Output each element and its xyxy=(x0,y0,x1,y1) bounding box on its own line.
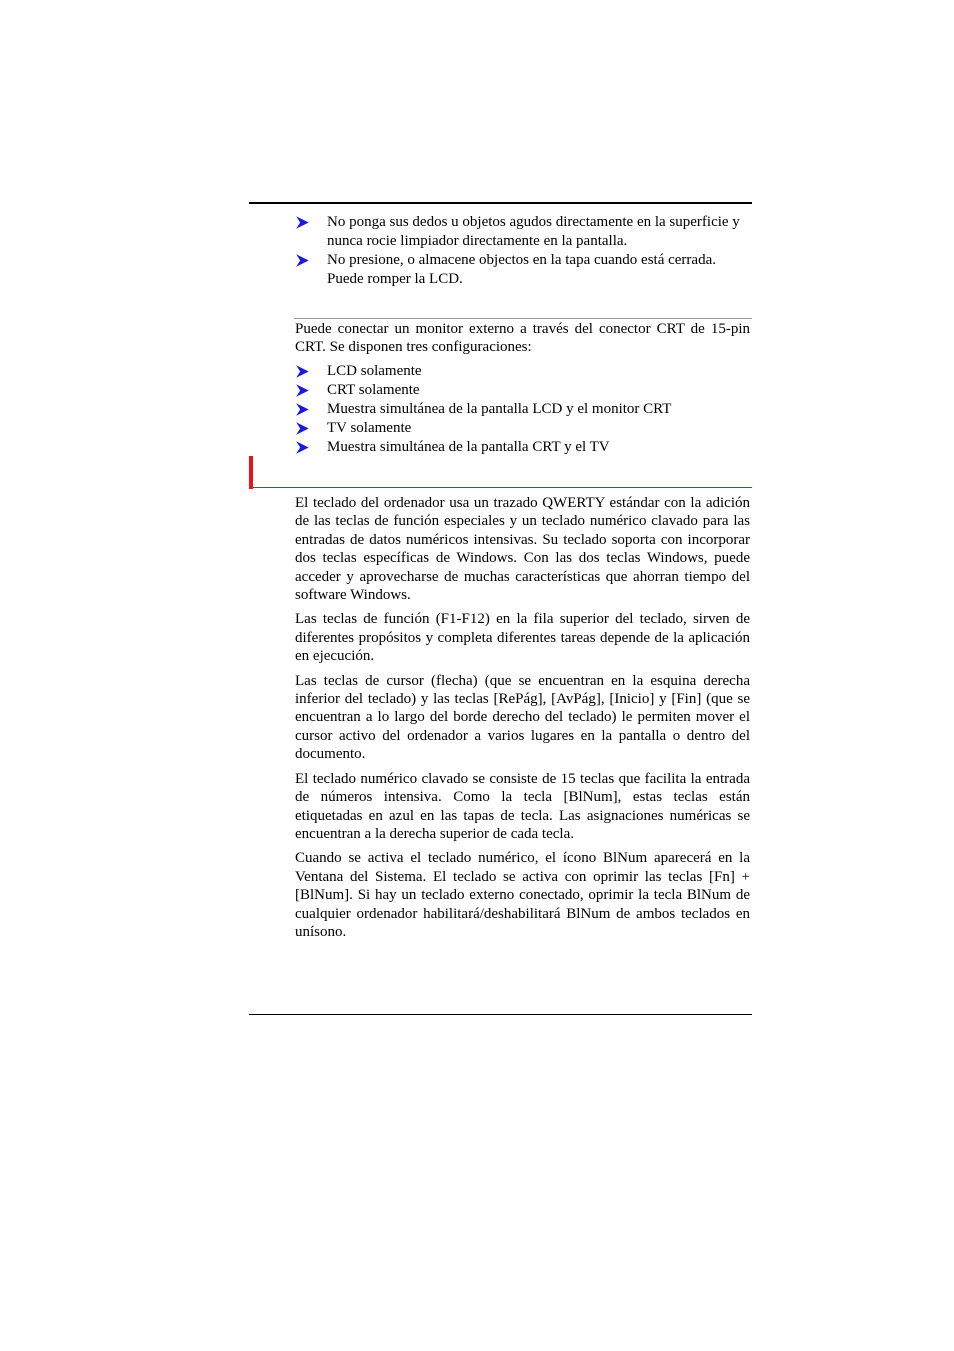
keyboard-paragraph: Las teclas de cursor (flecha) (que se encuentran en la esquina derecha inferior del teclado) y las teclas [RePág], [AvPág], [Inicio] y [Fin] (que se encuentran a lo largo del borde derecho del teclado) le permiten mover el cursor activo del ordenador a varios lugares en la pantalla o dentro del documento. xyxy=(295,672,750,763)
list-item xyxy=(294,362,752,381)
monitor-options-list xyxy=(294,362,752,457)
section-accent-rule xyxy=(249,487,752,488)
list-item-text: Muestra simultánea de la pantalla CRT y el TV xyxy=(327,439,610,455)
list-item-text: No ponga sus dedos u objetos agudos directamente en la superficie y nunca rocie limpiador directamente en la pantalla. xyxy=(327,214,740,249)
section-accent-bar xyxy=(249,456,253,489)
keyboard-paragraph: Las teclas de función (F1-F12) en la fila superior del teclado, sirven de diferentes propósitos y completa diferentes tareas depende de la aplicación en ejecución. xyxy=(295,611,750,665)
list-item xyxy=(294,251,752,289)
arrow-bullet-icon xyxy=(296,422,309,435)
arrow-bullet-icon xyxy=(296,254,309,267)
list-item-text: LCD solamente xyxy=(327,363,422,379)
arrow-bullet-icon xyxy=(296,384,309,397)
list-item xyxy=(294,400,752,419)
list-item-text: TV solamente xyxy=(327,420,412,436)
header-rule xyxy=(249,202,752,204)
list-item xyxy=(294,381,752,400)
keyboard-section xyxy=(295,494,750,947)
section-divider xyxy=(294,318,752,319)
arrow-bullet-icon xyxy=(296,403,309,416)
arrow-bullet-icon xyxy=(296,365,309,378)
list-item-text: CRT solamente xyxy=(327,382,420,398)
care-list xyxy=(294,213,752,289)
footer-rule xyxy=(249,1014,752,1015)
arrow-bullet-icon xyxy=(296,216,309,229)
keyboard-paragraph: Cuando se activa el teclado numérico, el ícono BlNum aparecerá en la Ventana del Sistema. El teclado se activa con oprimir las teclas [Fn] + [BlNum]. Si hay un teclado externo conectado, oprimir la tecla BlNum de cualquier ordenador habilitará/deshabilitará BlNum de ambos teclados en unísono. xyxy=(295,850,750,940)
arrow-bullet-icon xyxy=(296,441,309,454)
list-item-text: Muestra simultánea de la pantalla LCD y el monitor CRT xyxy=(327,401,672,417)
monitor-intro: Puede conectar un monitor externo a través del conector CRT de 15-pin CRT. Se disponen tres configuraciones: xyxy=(295,321,750,356)
list-item xyxy=(294,419,752,438)
keyboard-paragraph: El teclado del ordenador usa un trazado QWERTY estándar con la adición de las teclas de función especiales y un teclado numérico clavado para las entradas de datos numéricos intensivas. Su teclado soporta con incorporar dos teclas específicas de Windows. Con las dos teclas Windows, puede acceder y aprovecharse de muchas características que ahorran tiempo del software Windows. xyxy=(295,495,750,604)
list-item xyxy=(294,213,752,251)
list-item-text: No presione, o almacene objectos en la tapa cuando está cerrada. Puede romper la LCD. xyxy=(327,252,716,287)
list-item xyxy=(294,438,752,457)
keyboard-paragraph: El teclado numérico clavado se consiste de 15 teclas que facilita la entrada de números intensiva. Como la tecla [BlNum], estas teclas están etiquetadas en azul en las tapas de tecla. Las asignaciones numéricas se encuentran a la derecha superior de cada tecla. xyxy=(295,770,750,842)
